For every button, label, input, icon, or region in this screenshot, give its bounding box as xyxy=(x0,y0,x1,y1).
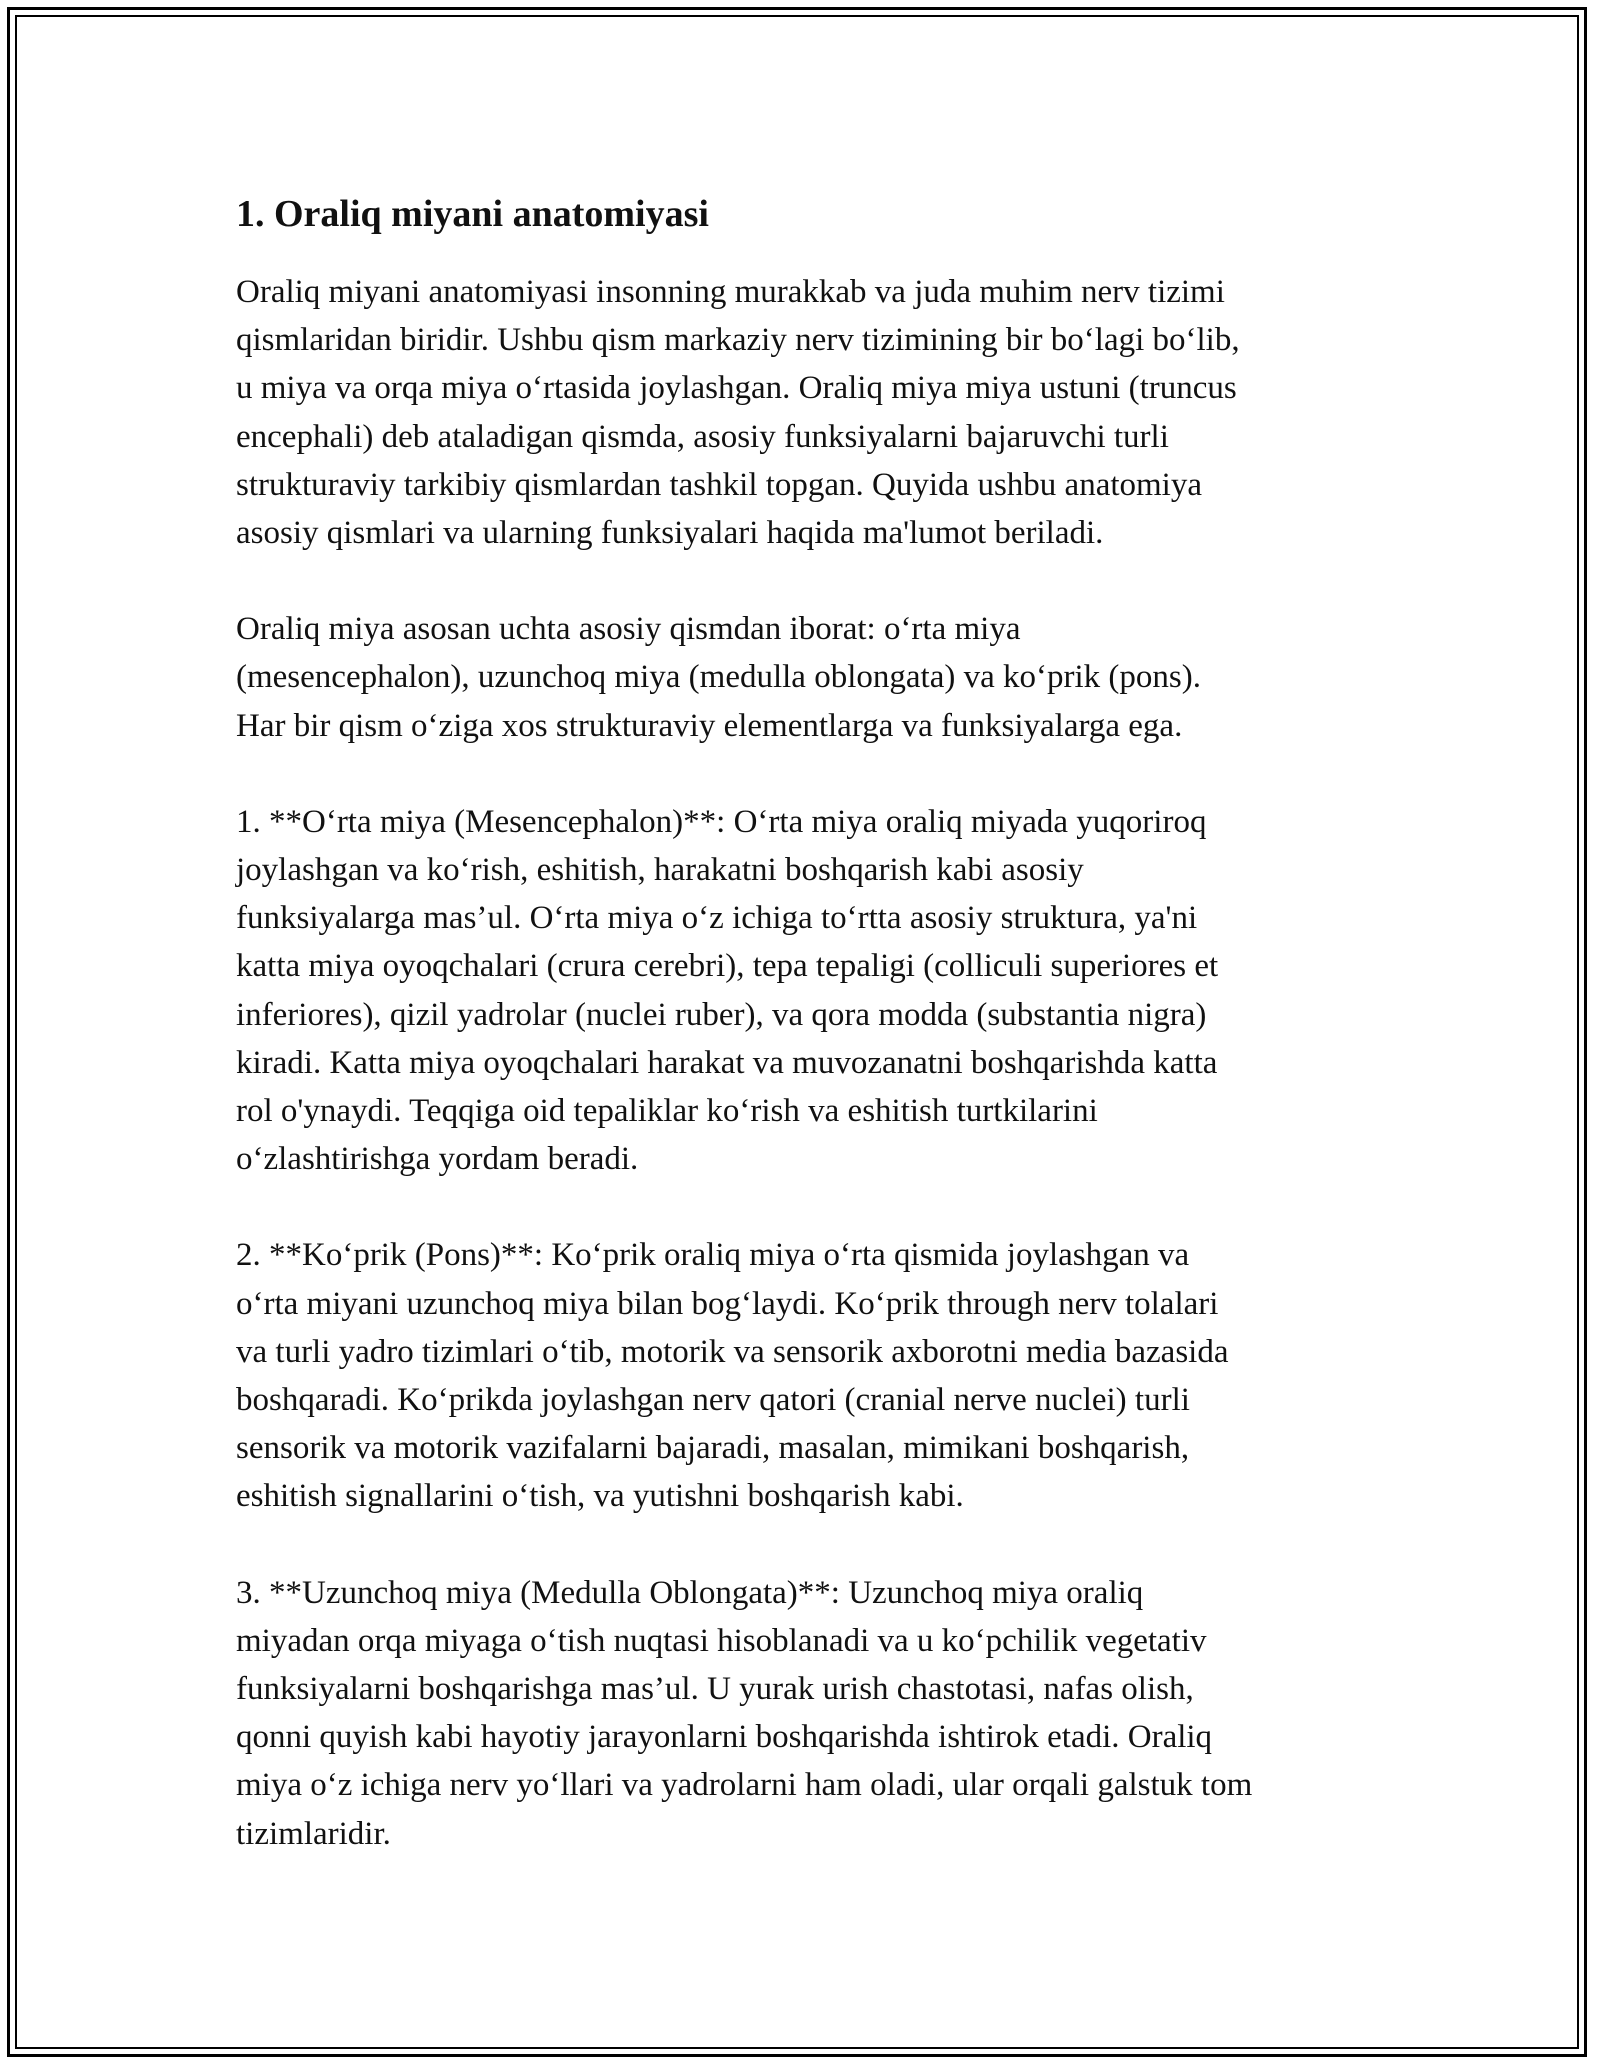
paragraph-pons: 2. **Ko‘prik (Pons)**: Ko‘prik oraliq miya o‘rta qismida joylashgan va o‘rta miyani uzunchoq miya bilan bog‘laydi. Ko‘prik through nerv tolalari va turli yadro tizimlari o‘tib, motorik va sensorik axborotni media bazasida boshqaradi. Ko‘prikda joylashgan nerv qatori (cranial nerve nuclei) turli sensorik va motorik vazifalarni bajaradi, masalan, mimikani boshqarish, eshitish signallarini o‘tish, va yutishni boshqarish kabi. xyxy=(236,1237,1229,1515)
section-heading: 1. Oraliq miyani anatomiyasi xyxy=(236,193,709,235)
paragraph-midbrain: 1. **O‘rta miya (Mesencephalon)**: O‘rta miya oraliq miyada yuqoriroq joylashgan va ko‘rish, eshitish, harakatni boshqarish kabi asosiy funksiyalarga mas’ul. O‘rta miya o‘z ichiga to‘rtta asosiy struktura, ya'ni katta miya oyoqchalari (crura cerebri), tepa tepaligi (colliculi superiores et inferiores), qizil yadrolar (nuclei ruber), va qora modda (substantia nigra) kiradi. Katta miya oyoqchalari harakat va muvozanatni boshqarishda katta rol o'ynaydi. Teqqiga oid tepaliklar ko‘rish va eshitish turtkilarini o‘zlashtirishga yordam beradi. xyxy=(236,803,1219,1178)
paragraph-overview: Oraliq miya asosan uchta asosiy qismdan iborat: o‘rta miya (mesencephalon), uzunchoq miya (medulla oblongata) va ko‘prik (pons). Har bir qism o‘ziga xos strukturaviy elementlarga va funksiyalarga ega. xyxy=(236,611,1201,744)
paragraph-medulla: 3. **Uzunchoq miya (Medulla Oblongata)**: Uzunchoq miya oraliq miyadan orqa miyaga o‘tish nuqtasi hisoblanadi va u ko‘pchilik vegetativ funksiyalarni boshqarishga mas’ul. U yurak urish chastotasi, nafas olish, qonni quyish kabi hayotiy jarayonlarni boshqarishda ishtirok etadi. Oraliq miya o‘z ichiga nerv yo‘llari va yadrolarni ham oladi, ular orqali galstuk tom tizimlaridir. xyxy=(236,1574,1253,1852)
paragraph-intro: Oraliq miyani anatomiyasi insonning murakkab va juda muhim nerv tizimi qismlaridan biridir. Ushbu qism markaziy nerv tizimining bir bo‘lagi bo‘lib, u miya va orqa miya o‘rtasida joylashgan. Oraliq miya miya ustuni (truncus encephali) deb ataladigan qismda, asosiy funksiyalarni bajaruvchi turli strukturaviy tarkibiy qismlardan tashkil topgan. Quyida ushbu anatomiya asosiy qismlari va ularning funksiyalari haqida ma'lumot beriladi. xyxy=(236,274,1240,552)
document-body xyxy=(236,188,1376,1906)
